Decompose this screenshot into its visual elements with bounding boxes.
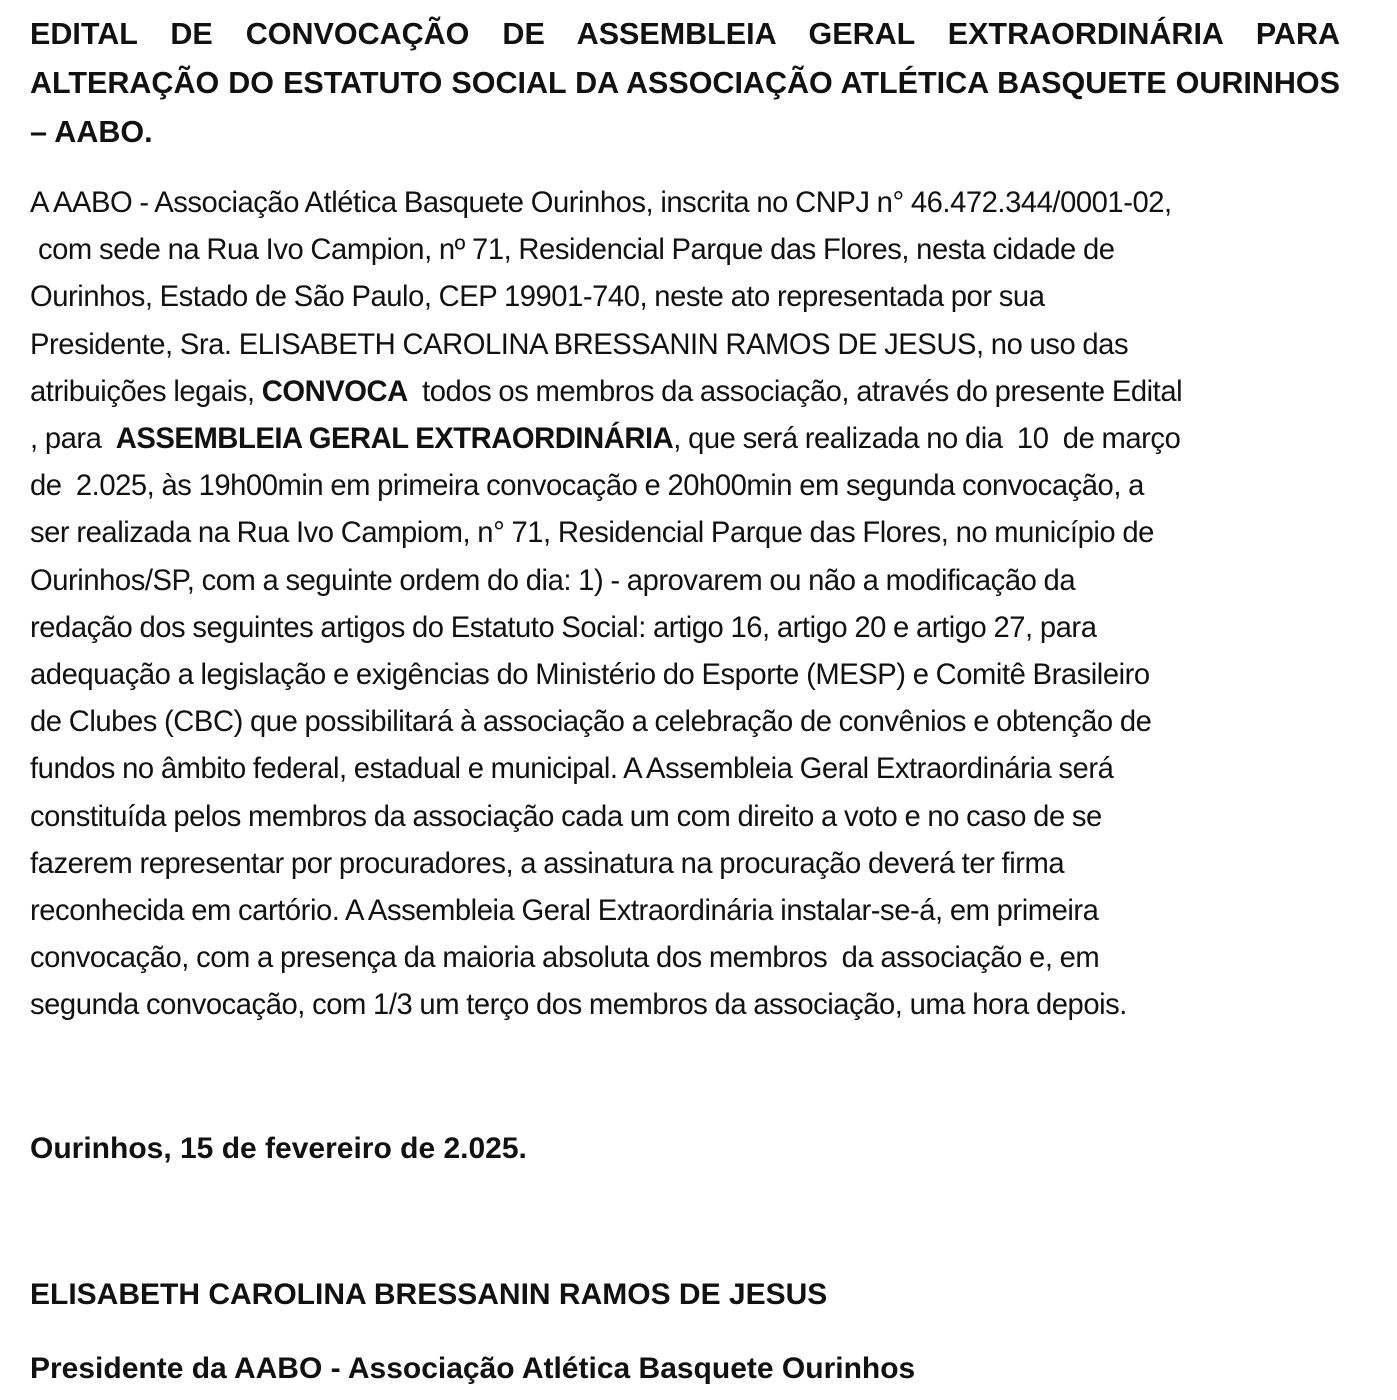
assembly-emphasis: ASSEMBLEIA GERAL EXTRAORDINÁRIA — [115, 423, 674, 456]
body-line: fundos no âmbito federal, estadual e municipal. A Assembleia Geral Extraordinária será — [30, 753, 1114, 786]
body-line: Ourinhos/SP, com a seguinte ordem do dia: 1) - aprovarem ou não a modificação da — [30, 564, 1076, 597]
body-line: reconhecida em cartório. A Assembleia Geral Extraordinária instalar-se-á, em primeira — [30, 895, 1099, 928]
body-line: de Clubes (CBC) que possibilitará à associação a celebração de convênios e obtenção de — [30, 706, 1152, 739]
convoca-emphasis: CONVOCA — [261, 375, 408, 408]
body-line: redação dos seguintes artigos do Estatuto Social: artigo 16, artigo 20 e artigo 27, para — [30, 611, 1097, 644]
body-line: Ourinhos, Estado de São Paulo, CEP 19901-740, neste ato representada por sua — [30, 281, 1045, 314]
date-line: Ourinhos, 15 de fevereiro de 2.025. — [30, 1132, 527, 1165]
body-line: segunda convocação, com 1/3 um terço dos membros da associação, uma hora depois. — [30, 989, 1127, 1022]
body-text-segment: atribuições legais, — [30, 375, 262, 408]
body-line: A AABO - Associação Atlética Basquete Ourinhos, inscrita no CNPJ n° 46.472.344/0001-02, — [30, 187, 1172, 219]
body-line: convocação, com a presença da maioria absoluta dos membros da associação e, em — [30, 942, 1100, 975]
body-line — [30, 369, 1355, 416]
document-title: EDITAL DE CONVOCAÇÃO DE ASSEMBLEIA GERAL EXTRAORDINÁRIA PARA ALTERAÇÃO DO ESTATUTO SOCIAL DA ASSOCIAÇÃO ATLÉTICA BASQUETE OURINHOS – AABO. — [30, 17, 1340, 149]
document-body — [30, 180, 1355, 1030]
body-line: Presidente, Sra. ELISABETH CAROLINA BRESSANIN RAMOS DE JESUS, no uso das — [30, 328, 1129, 361]
body-line — [30, 416, 1355, 463]
body-line: com sede na Rua Ivo Campion, nº 71, Residencial Parque das Flores, nesta cidade de — [38, 234, 1115, 267]
signatory-name: ELISABETH CAROLINA BRESSANIN RAMOS DE JESUS — [30, 1278, 828, 1311]
signatory-role: Presidente da AABO - Associação Atlética Basquete Ourinhos — [30, 1352, 916, 1385]
body-line: ser realizada na Rua Ivo Campiom, n° 71, Residencial Parque das Flores, no município de — [30, 517, 1154, 550]
body-line: adequação a legislação e exigências do Ministério do Esporte (MESP) e Comitê Brasileiro — [30, 659, 1150, 692]
body-text-segment: , para — [30, 423, 116, 456]
body-line: constituída pelos membros da associação cada um com direito a voto e no caso de se — [30, 800, 1102, 833]
body-text-segment: todos os membros da associação, através do presente Edital — [407, 375, 1183, 408]
body-line: fazerem representar por procuradores, a assinatura na procuração deverá ter firma — [30, 847, 1065, 880]
body-text-segment: , que será realizada no dia 10 de março — [673, 423, 1181, 456]
body-line: de 2.025, às 19h00min em primeira convocação e 20h00min em segunda convocação, a — [30, 470, 1144, 503]
